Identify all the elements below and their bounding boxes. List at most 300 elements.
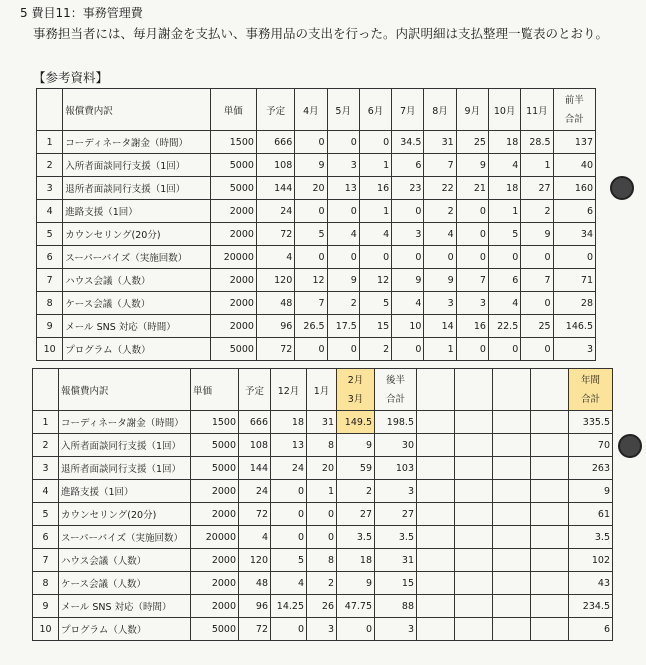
value-cell: 15 — [359, 315, 391, 338]
header-aug: 8月 — [424, 89, 456, 131]
value-cell: 0 — [488, 246, 520, 269]
value-cell: 7 — [521, 269, 553, 292]
value-cell: 5000 — [210, 177, 256, 200]
empty-cell — [531, 618, 569, 641]
value-cell: 7 — [295, 292, 327, 315]
value-cell: 4 — [271, 572, 307, 595]
table-row — [37, 315, 596, 338]
value-cell: 18 — [488, 131, 520, 154]
item-name: メール SNS 対応（時間） — [59, 595, 191, 618]
empty-cell — [531, 526, 569, 549]
header-feb-mar: 2月 3月 — [337, 369, 375, 411]
value-cell: 2 — [424, 200, 456, 223]
value-cell: 0 — [295, 131, 327, 154]
empty-cell — [493, 411, 531, 434]
item-name: 退所者面談同行支援（1回） — [63, 177, 210, 200]
value-cell: 2000 — [191, 595, 239, 618]
row-number: 7 — [37, 269, 63, 292]
value-cell: 0 — [359, 246, 391, 269]
value-cell: 7 — [456, 269, 488, 292]
value-cell: 34 — [553, 223, 595, 246]
value-cell: 2000 — [210, 315, 256, 338]
empty-cell — [417, 503, 455, 526]
value-cell: 0 — [307, 503, 337, 526]
empty-cell — [493, 572, 531, 595]
value-cell: 31 — [307, 411, 337, 434]
value-cell: 160 — [553, 177, 595, 200]
header-apr: 4月 — [295, 89, 327, 131]
empty-header-4 — [531, 369, 569, 411]
value-cell: 5 — [359, 292, 391, 315]
table-row — [37, 246, 596, 269]
header-planned: 予定 — [256, 89, 294, 131]
value-cell: 5000 — [191, 457, 239, 480]
value-cell: 4 — [239, 526, 271, 549]
value-cell: 59 — [337, 457, 375, 480]
row-number: 1 — [37, 131, 63, 154]
header-annual-total: 年間 合計 — [569, 369, 613, 411]
header-unit-price: 単価 — [210, 89, 256, 131]
value-cell: 1500 — [191, 411, 239, 434]
header-jul: 7月 — [392, 89, 424, 131]
row-number: 8 — [37, 292, 63, 315]
value-cell: 666 — [256, 131, 294, 154]
table-row — [33, 411, 613, 434]
value-cell: 8 — [307, 434, 337, 457]
table-header-row — [33, 369, 613, 411]
header-nov: 11月 — [521, 89, 553, 131]
value-cell: 3 — [375, 618, 417, 641]
empty-cell — [455, 595, 493, 618]
item-name: コーディネータ謝金（時間） — [59, 411, 191, 434]
annual-total-cell: 3.5 — [569, 526, 613, 549]
item-name: 入所者面談同行支援（1回） — [63, 154, 210, 177]
value-cell: 9 — [424, 269, 456, 292]
section-heading: 5 費目11：事務管理費 — [20, 6, 143, 20]
empty-cell — [493, 526, 531, 549]
binder-hole-icon — [618, 434, 642, 458]
value-cell: 16 — [359, 177, 391, 200]
value-cell: 24 — [271, 457, 307, 480]
value-cell: 108 — [256, 154, 294, 177]
item-name: プログラム（人数） — [59, 618, 191, 641]
empty-cell — [455, 457, 493, 480]
value-cell: 2 — [521, 200, 553, 223]
first-half-table-body — [37, 131, 596, 361]
value-cell: 2000 — [210, 269, 256, 292]
value-cell: 0 — [295, 200, 327, 223]
empty-header-1 — [417, 369, 455, 411]
empty-cell — [493, 595, 531, 618]
empty-cell — [455, 526, 493, 549]
value-cell: 144 — [256, 177, 294, 200]
value-cell: 17.5 — [327, 315, 359, 338]
row-number: 4 — [37, 200, 63, 223]
row-number: 1 — [33, 411, 59, 434]
value-cell: 12 — [359, 269, 391, 292]
row-number: 10 — [33, 618, 59, 641]
empty-cell — [493, 480, 531, 503]
value-cell: 26.5 — [295, 315, 327, 338]
value-cell: 1 — [359, 200, 391, 223]
value-cell: 2000 — [191, 549, 239, 572]
empty-cell — [531, 480, 569, 503]
value-cell: 9 — [392, 269, 424, 292]
row-number: 10 — [37, 338, 63, 361]
header-item: 報償費内訳 — [63, 89, 210, 131]
item-name: 入所者面談同行支援（1回） — [59, 434, 191, 457]
annual-total-cell: 263 — [569, 457, 613, 480]
value-cell: 1 — [521, 154, 553, 177]
value-cell: 2 — [359, 338, 391, 361]
value-cell: 21 — [456, 177, 488, 200]
value-cell: 2000 — [191, 480, 239, 503]
value-cell: 120 — [256, 269, 294, 292]
binder-hole-icon — [610, 176, 634, 200]
item-name: メール SNS 対応（時間） — [63, 315, 210, 338]
empty-cell — [417, 572, 455, 595]
empty-cell — [531, 549, 569, 572]
value-cell: 4 — [327, 223, 359, 246]
value-cell: 6 — [392, 154, 424, 177]
value-cell: 0 — [271, 618, 307, 641]
empty-cell — [417, 457, 455, 480]
header-jun: 6月 — [359, 89, 391, 131]
value-cell: 5 — [295, 223, 327, 246]
item-name: 進路支援（1回） — [63, 200, 210, 223]
value-cell: 0 — [307, 526, 337, 549]
table-header-row — [37, 89, 596, 131]
row-number: 8 — [33, 572, 59, 595]
row-number: 9 — [37, 315, 63, 338]
value-cell: 18 — [488, 177, 520, 200]
item-name: プログラム（人数） — [63, 338, 210, 361]
value-cell: 4 — [488, 154, 520, 177]
table-row — [37, 338, 596, 361]
empty-cell — [493, 457, 531, 480]
value-cell: 2000 — [210, 292, 256, 315]
empty-cell — [531, 595, 569, 618]
header-no — [37, 89, 63, 131]
table-row — [37, 177, 596, 200]
second-half-table-body — [33, 411, 613, 641]
header-jan: 1月 — [307, 369, 337, 411]
value-cell: 2000 — [191, 503, 239, 526]
value-cell: 20000 — [191, 526, 239, 549]
empty-cell — [531, 411, 569, 434]
value-cell: 30 — [375, 434, 417, 457]
annual-total-cell: 102 — [569, 549, 613, 572]
value-cell: 0 — [295, 246, 327, 269]
annual-total-cell: 70 — [569, 434, 613, 457]
value-cell: 0 — [521, 246, 553, 269]
value-cell: 72 — [239, 618, 271, 641]
value-cell: 25 — [521, 315, 553, 338]
annual-total-cell: 335.5 — [569, 411, 613, 434]
value-cell: 0 — [456, 338, 488, 361]
value-cell: 72 — [256, 338, 294, 361]
annual-total-cell: 6 — [569, 618, 613, 641]
table-row — [33, 434, 613, 457]
first-half-table — [36, 88, 596, 361]
value-cell: 0 — [271, 526, 307, 549]
value-cell: 5 — [488, 223, 520, 246]
value-cell: 88 — [375, 595, 417, 618]
empty-cell — [417, 595, 455, 618]
table-row — [33, 503, 613, 526]
value-cell: 666 — [239, 411, 271, 434]
value-cell: 25 — [456, 131, 488, 154]
value-cell: 3 — [424, 292, 456, 315]
empty-cell — [455, 434, 493, 457]
value-cell: 1 — [424, 338, 456, 361]
value-cell: 31 — [424, 131, 456, 154]
empty-cell — [417, 549, 455, 572]
empty-cell — [493, 618, 531, 641]
value-cell: 6 — [553, 200, 595, 223]
value-cell: 5000 — [210, 154, 256, 177]
value-cell: 40 — [553, 154, 595, 177]
header-oct: 10月 — [488, 89, 520, 131]
value-cell: 6 — [488, 269, 520, 292]
value-cell: 108 — [239, 434, 271, 457]
value-cell: 0 — [327, 338, 359, 361]
value-cell: 13 — [327, 177, 359, 200]
value-cell: 146.5 — [553, 315, 595, 338]
empty-header-3 — [493, 369, 531, 411]
value-cell: 1 — [488, 200, 520, 223]
item-name: スーパーバイズ（実施回数） — [63, 246, 210, 269]
row-number: 6 — [37, 246, 63, 269]
value-cell: 47.75 — [337, 595, 375, 618]
table-row — [33, 595, 613, 618]
value-cell: 198.5 — [375, 411, 417, 434]
value-cell: 0 — [521, 292, 553, 315]
header-sep: 9月 — [456, 89, 488, 131]
value-cell: 3 — [392, 223, 424, 246]
empty-cell — [417, 618, 455, 641]
value-cell: 137 — [553, 131, 595, 154]
value-cell: 5000 — [191, 618, 239, 641]
value-cell: 4 — [488, 292, 520, 315]
value-cell: 28 — [553, 292, 595, 315]
value-cell: 2 — [327, 292, 359, 315]
value-cell: 71 — [553, 269, 595, 292]
table-row — [37, 269, 596, 292]
value-cell: 12 — [295, 269, 327, 292]
value-cell: 0 — [359, 131, 391, 154]
value-cell: 96 — [256, 315, 294, 338]
value-cell: 2 — [337, 480, 375, 503]
header-may: 5月 — [327, 89, 359, 131]
value-cell: 103 — [375, 457, 417, 480]
value-cell: 28.5 — [521, 131, 553, 154]
value-cell: 9 — [337, 434, 375, 457]
empty-cell — [531, 434, 569, 457]
empty-cell — [417, 480, 455, 503]
value-cell: 27 — [521, 177, 553, 200]
item-name: ケース会議（人数） — [59, 572, 191, 595]
value-cell: 9 — [521, 223, 553, 246]
table-row — [37, 223, 596, 246]
value-cell: 0 — [271, 503, 307, 526]
value-cell: 0 — [271, 480, 307, 503]
item-name: 退所者面談同行支援（1回） — [59, 457, 191, 480]
item-name: カウンセリング(20分) — [63, 223, 210, 246]
table-row — [33, 457, 613, 480]
value-cell: 149.5 — [337, 411, 375, 434]
value-cell: 2 — [307, 572, 337, 595]
value-cell: 48 — [239, 572, 271, 595]
value-cell: 0 — [553, 246, 595, 269]
value-cell: 2000 — [210, 200, 256, 223]
empty-header-2 — [455, 369, 493, 411]
empty-cell — [531, 503, 569, 526]
row-number: 3 — [33, 457, 59, 480]
value-cell: 72 — [256, 223, 294, 246]
value-cell: 2000 — [191, 572, 239, 595]
value-cell: 7 — [424, 154, 456, 177]
value-cell: 3 — [307, 618, 337, 641]
value-cell: 144 — [239, 457, 271, 480]
value-cell: 3 — [375, 480, 417, 503]
value-cell: 24 — [256, 200, 294, 223]
value-cell: 3 — [553, 338, 595, 361]
value-cell: 4 — [424, 223, 456, 246]
value-cell: 9 — [295, 154, 327, 177]
table-row — [33, 572, 613, 595]
row-number: 6 — [33, 526, 59, 549]
value-cell: 0 — [392, 200, 424, 223]
value-cell: 9 — [337, 572, 375, 595]
empty-cell — [417, 526, 455, 549]
value-cell: 5000 — [191, 434, 239, 457]
table-row — [37, 131, 596, 154]
reference-label: 【参考資料】 — [33, 70, 109, 85]
value-cell: 3 — [456, 292, 488, 315]
value-cell: 4 — [359, 223, 391, 246]
value-cell: 5 — [271, 549, 307, 572]
table-row — [33, 480, 613, 503]
row-number: 5 — [33, 503, 59, 526]
row-number: 9 — [33, 595, 59, 618]
value-cell: 0 — [337, 618, 375, 641]
empty-cell — [417, 411, 455, 434]
header-unit-price: 単価 — [191, 369, 239, 411]
value-cell: 0 — [295, 338, 327, 361]
item-name: カウンセリング(20分) — [59, 503, 191, 526]
value-cell: 34.5 — [392, 131, 424, 154]
table-row — [37, 292, 596, 315]
value-cell: 0 — [327, 200, 359, 223]
value-cell: 31 — [375, 549, 417, 572]
item-name: ハウス会議（人数） — [59, 549, 191, 572]
item-name: コーディネータ謝金（時間） — [63, 131, 210, 154]
value-cell: 5000 — [210, 338, 256, 361]
row-number: 5 — [37, 223, 63, 246]
row-number: 4 — [33, 480, 59, 503]
value-cell: 3.5 — [375, 526, 417, 549]
value-cell: 18 — [337, 549, 375, 572]
value-cell: 0 — [327, 131, 359, 154]
row-number: 2 — [33, 434, 59, 457]
table-row — [37, 200, 596, 223]
value-cell: 72 — [239, 503, 271, 526]
value-cell: 3 — [327, 154, 359, 177]
value-cell: 96 — [239, 595, 271, 618]
value-cell: 48 — [256, 292, 294, 315]
second-half-table — [32, 368, 613, 641]
table-row — [37, 154, 596, 177]
annual-total-cell: 9 — [569, 480, 613, 503]
value-cell: 9 — [327, 269, 359, 292]
empty-cell — [455, 572, 493, 595]
value-cell: 16 — [456, 315, 488, 338]
item-name: スーパーバイズ（実施回数） — [59, 526, 191, 549]
value-cell: 3.5 — [337, 526, 375, 549]
value-cell: 26 — [307, 595, 337, 618]
value-cell: 2000 — [210, 223, 256, 246]
empty-cell — [455, 618, 493, 641]
empty-cell — [531, 572, 569, 595]
value-cell: 0 — [327, 246, 359, 269]
value-cell: 120 — [239, 549, 271, 572]
value-cell: 23 — [392, 177, 424, 200]
intro-text: 事務担当者には、毎月謝金を支払い、事務用品の支出を行った。内訳明細は支払整理一覧表のとおり。 — [33, 26, 609, 41]
item-name: ハウス会議（人数） — [63, 269, 210, 292]
value-cell: 15 — [375, 572, 417, 595]
value-cell: 0 — [392, 246, 424, 269]
value-cell: 9 — [456, 154, 488, 177]
header-dec: 12月 — [271, 369, 307, 411]
annual-total-cell: 43 — [569, 572, 613, 595]
value-cell: 8 — [307, 549, 337, 572]
value-cell: 0 — [521, 338, 553, 361]
item-name: 進路支援（1回） — [59, 480, 191, 503]
value-cell: 1500 — [210, 131, 256, 154]
table-row — [33, 526, 613, 549]
empty-cell — [493, 503, 531, 526]
value-cell: 0 — [424, 246, 456, 269]
value-cell: 0 — [456, 200, 488, 223]
annual-total-cell: 61 — [569, 503, 613, 526]
empty-cell — [531, 457, 569, 480]
value-cell: 14 — [424, 315, 456, 338]
value-cell: 0 — [392, 338, 424, 361]
value-cell: 0 — [456, 223, 488, 246]
value-cell: 10 — [392, 315, 424, 338]
value-cell: 27 — [337, 503, 375, 526]
empty-cell — [493, 549, 531, 572]
value-cell: 0 — [456, 246, 488, 269]
value-cell: 1 — [307, 480, 337, 503]
empty-cell — [455, 549, 493, 572]
value-cell: 20 — [295, 177, 327, 200]
header-first-half-total: 前半 合計 — [553, 89, 595, 131]
value-cell: 4 — [256, 246, 294, 269]
empty-cell — [455, 480, 493, 503]
empty-cell — [455, 503, 493, 526]
row-number: 7 — [33, 549, 59, 572]
value-cell: 20 — [307, 457, 337, 480]
table-row — [33, 618, 613, 641]
value-cell: 0 — [488, 338, 520, 361]
header-second-half-total: 後半 合計 — [375, 369, 417, 411]
item-name: ケース会議（人数） — [63, 292, 210, 315]
header-item: 報償費内訳 — [59, 369, 191, 411]
value-cell: 24 — [239, 480, 271, 503]
table-row — [33, 549, 613, 572]
